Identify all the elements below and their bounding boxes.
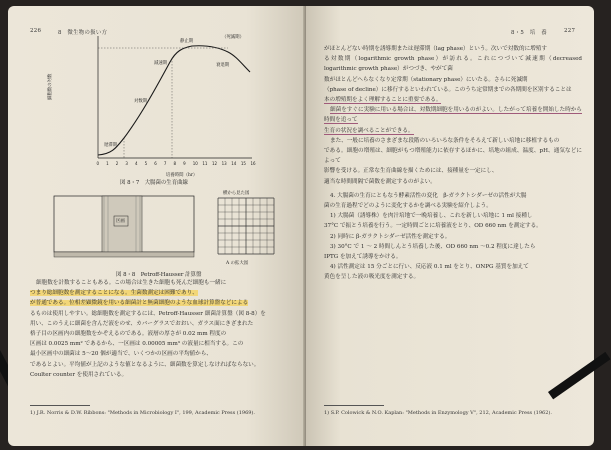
y-axis-label: 細胞数の対数 [48, 73, 53, 100]
growth-curve-figure [48, 30, 256, 180]
chamber-side-view [54, 252, 194, 257]
x-tick-label: 11 [202, 161, 208, 166]
right-line: 適当な時間間隔で菌数を測定するのがよい。 [324, 178, 436, 185]
left-footnote-rule [30, 405, 90, 406]
left-line: つまり総細胞数を測定することになる。生菌数測定は困難であり、 [30, 290, 198, 297]
phase-decel-label: 減速期 [154, 61, 168, 66]
x-tick-label: 13 [221, 161, 227, 166]
right-footnote: 1) S.P. Colowick & N.O. Kaplan: "Methods in Enzymology V", 212, Academic Press (1962). [324, 410, 552, 416]
phase-log-label: 対数期 [134, 99, 148, 104]
left-body-text [30, 278, 298, 380]
phase-stationary-label: 静止期 [180, 39, 194, 44]
right-page [306, 6, 594, 446]
x-tick-label: 0 [96, 161, 100, 166]
left-footnote: 1) J.R. Norris & D.W. Ribbons: "Methods in Microbiology I", 199, Academic Press (1969). [30, 410, 255, 416]
counting-chamber-figure [48, 188, 298, 268]
right-footnote-rule [324, 405, 384, 406]
right-line: 黄色を呈した液の吸光度を測定する。 [324, 274, 420, 281]
left-line: が普通である。位相差顕微鏡を用いる細菌計と無菌細胞のような血球計算盤などによる [30, 300, 249, 307]
right-line: 数がほとんどへらなくなり定常期（stationary phase）にいたる。さらに死滅期 [324, 76, 528, 83]
left-running-header: 8 微生物の扱い方 [58, 30, 108, 36]
x-tick-label: 3 [125, 161, 128, 166]
right-line: 4. 大腸菌の生育にともなう酵素活性の変化 β-ガラクトシダーゼの活性が大腸 [330, 192, 527, 199]
side-view-label: 横から見た図 [223, 191, 250, 196]
right-body-text [324, 44, 582, 283]
right-line: がほとんどない時期を誘導期または遅滞期（lag phase）という。次いで対数的に増殖す [324, 46, 547, 52]
x-tick-label: 4 [135, 161, 138, 166]
right-line: 影響を受ける。正常な生育曲線を描くためには、接種量を一定にし、 [324, 168, 498, 175]
x-tick-label: 10 [192, 161, 198, 166]
right-line: 2) 同時に β-ガラクトシダーゼ活性を測定する。 [330, 233, 451, 240]
right-page-number: 227 [564, 28, 576, 34]
phase-decline-label: 衰退期 [216, 63, 230, 68]
right-line: 1) 大腸菌（誘導株）を肉汁培地で一晩培養し、これを新しい培地に 1 ml 接種し [330, 213, 533, 220]
right-line: る対数期（logarithmic growth phase）が訪れる。これにつづいて減速期（decreased logarithmic growth phase）がつづき、やがて菌 [324, 56, 582, 73]
left-line: 格子目の区画内の細胞数をかぞえるのである。液層の厚さが 0.02 mm 程度の [30, 331, 227, 338]
left-line: るものは使用しやすい。総細胞数を測定するには、Petroff-Hausser 細菌計算盤（図 8-8）を [30, 310, 266, 317]
x-tick-label: 9 [183, 161, 186, 166]
left-line: 用い、このうえに細菌を含んだ液をのせ、カバーグラスでおおい、ガラス面にきざまれた [30, 320, 254, 327]
right-line: である。細胞の増殖は、細胞がもつ増殖能力に依存するほかに、培地の組成、温度、pH、通気などによって [324, 148, 582, 165]
x-axis-label: 培養時間（hr） [166, 173, 198, 178]
right-line: 本の増殖期をよく理解することに重要である。 [324, 97, 442, 104]
phase-death-label: （死滅期） [222, 35, 244, 40]
magnified-grid [218, 198, 274, 254]
right-running-header: 8・5 培 養 [511, 30, 547, 36]
x-tick-label: 1 [106, 161, 109, 166]
left-line: 最小区画中の細菌は 5～20 個が適当で、いくつかの区画の平均値から、 [30, 351, 212, 358]
right-line: IPTG を加えて誘導をかける。 [324, 254, 402, 261]
zone-label: 区画 [116, 219, 125, 224]
x-tick-label: 7 [163, 161, 167, 166]
x-tick-label: 12 [212, 161, 218, 166]
left-page [8, 6, 306, 446]
x-tick-label: 8 [173, 161, 177, 166]
right-line: 菌の生育過程でどのように変化するかを調べる実験を紹介しよう。 [324, 203, 492, 210]
x-tick-label: 16 [250, 161, 256, 166]
left-line: 細胞数を計数することもある。この場合は生きた細胞も死んだ細胞も一緒に [36, 280, 227, 286]
right-line: 4) 活性測定は 15 分ごとに行い、反応液 0.1 ml をとり、ONPG 基質を加えて [330, 264, 529, 271]
x-tick-label: 14 [231, 161, 237, 166]
right-line: また、一般に培養のさまざまな段階のいろいろな条件をそろえて新しい培地に移植するもの [330, 137, 560, 144]
left-line: であるとよい。平均値が上記のような値となるように、細菌数を算定しなければならない。 [30, 361, 260, 368]
right-line: 37°C で振とう培養を行う。一定時間ごとに培養液をとり、OD 660 nm を測定する。 [324, 223, 542, 230]
right-line: 3) 30°C で 1 ～ 2 時間しんとう培養した後、OD 660 nm ～0.2 程度に達したら [330, 243, 536, 250]
phase-lag-label: 遅滞期 [104, 143, 118, 148]
magnified-label: A の拡大図 [226, 261, 249, 266]
x-tick-label: 15 [240, 161, 246, 166]
right-line: （phase of decline）に移行するといわれている。このうち定常期までの各期間を区別することは [324, 86, 572, 93]
left-line: Coulter counter を使用されている。 [30, 371, 128, 378]
right-line: 生育の状況を調べることができる。 [324, 127, 414, 134]
x-tick-label: 2 [115, 161, 119, 166]
figure2-caption: 図 8・8 Petroff-Hausser 計算盤 [116, 272, 202, 278]
figure1-caption: 図 8・7 大腸菌の生育曲線 [120, 180, 188, 186]
x-tick-label: 6 [154, 161, 157, 166]
right-line: 細菌をすぐに実験に用いる場合は、対数期細胞を用いるのがよい。したがって培養を開始した時から時間を追って [324, 107, 582, 124]
left-line: 区画は 0.0025 mm² であるから、一区画は 0.00005 mm³ の液量に相当する。この [30, 341, 244, 348]
x-tick-labels [97, 161, 257, 166]
left-page-number: 226 [30, 28, 42, 34]
x-tick-label: 5 [144, 161, 148, 166]
